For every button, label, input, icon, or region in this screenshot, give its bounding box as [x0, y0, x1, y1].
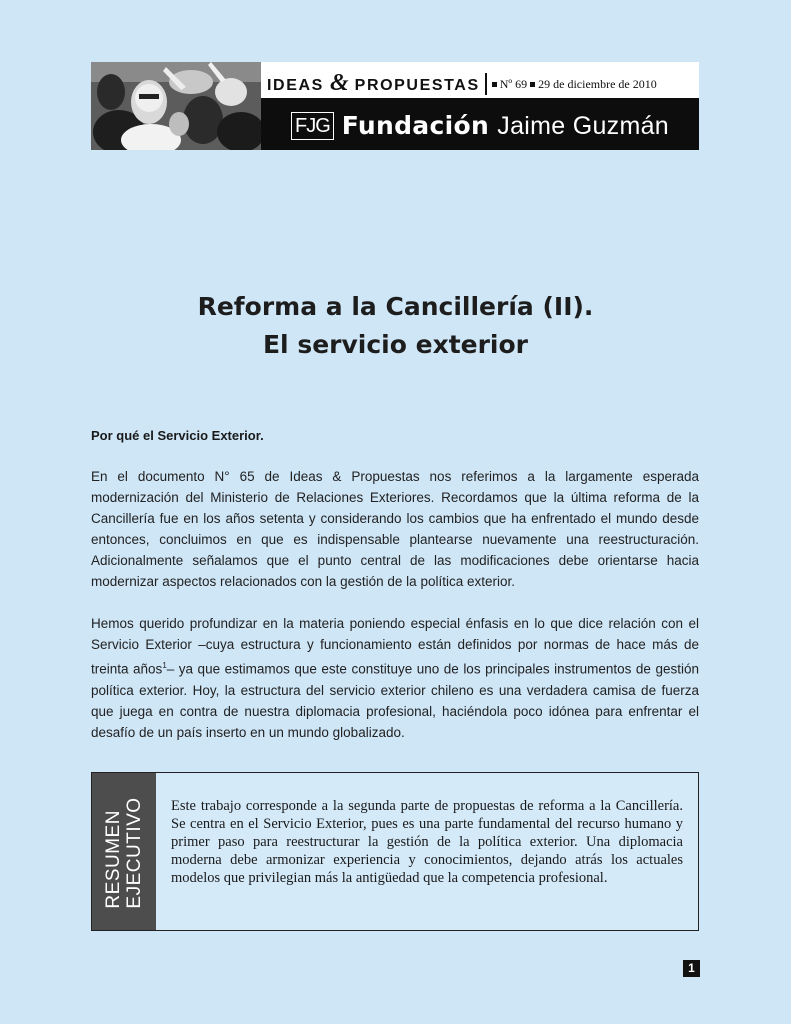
title-line-1: Reforma a la Cancillería (II).: [197, 292, 594, 321]
summary-text: Este trabajo corresponde a la segunda parte de propuestas de reforma a la Cancillería. Se centra en el Servicio Exterior, pues es una parte fundamental del recurso humano y primer paso para reestructurar la gestión de la política exterior. Una diplomacia moderna debe armonizar experiencia y conocimientos, dejando atrás los actuales modelos que privilegian más la antigüedad que la competencia profesional.: [171, 798, 683, 886]
issue-date: 29 de diciembre de 2010: [538, 77, 657, 91]
bullet-square-icon: [530, 82, 535, 87]
issue-info: [492, 77, 657, 98]
organization-name: Fundación Jaime Guzmán: [341, 110, 670, 140]
executive-summary-box: [91, 772, 699, 931]
paragraph-1: En el documento N° 65 de Ideas & Propuestas nos referimos a la largamente esperada modernización del Ministerio de Relaciones Exteriores. Recordamos que la última reforma de la Cancillería fue en los años setenta y considerando los cambios que ha enfrentado el mundo desde entonces, concluimos en que es indispensable plantearse nuevamente una reestructuración. Adicionalmente señalamos que el punto central de las modificaciones debe orientarse hacia modernizar aspectos relacionados con la gestión de la política exterior.: [91, 469, 699, 589]
issue-number: Nº 69: [499, 77, 528, 91]
header-photo: [91, 62, 261, 150]
document-header: [91, 62, 699, 150]
series-line: [261, 62, 699, 98]
organization-bar: [261, 98, 699, 150]
series-title: IDEAS & PROPUESTAS: [267, 70, 480, 96]
document-body: [91, 428, 699, 764]
bullet-square-icon: [492, 82, 497, 87]
crowd-photo-icon: [91, 62, 261, 150]
footnote-reference[interactable]: 1: [162, 661, 167, 670]
paragraph-2: Hemos querido profundizar en la materia poniendo especial énfasis en lo que dice relación con el Servicio Exterior –cuya estructura y funcionamiento están definidos por normas de hace más de treinta años$^1$– ya que estimamos que este constituye uno de los principales instrumentos de gestión política exterior. Hoy, la estructura del servicio exterior chileno es una verdadera camisa de fuerza que juega en contra de nuestra diplomacia profesional, haciéndola poco idónea para enfrentar el desafío de un país inserto en un mundo globalizado.: [91, 616, 699, 740]
section-subheading: Por qué el Servicio Exterior.: [91, 428, 264, 443]
summary-label: RESUMEN EJECUTIVO: [103, 797, 145, 909]
fjg-logo: FJG: [291, 112, 334, 140]
summary-label-band: [92, 773, 156, 930]
title-line-2: El servicio exterior: [262, 330, 529, 359]
series-separator: [485, 73, 487, 95]
document-title: [0, 288, 791, 364]
page-number: 1: [683, 960, 700, 977]
